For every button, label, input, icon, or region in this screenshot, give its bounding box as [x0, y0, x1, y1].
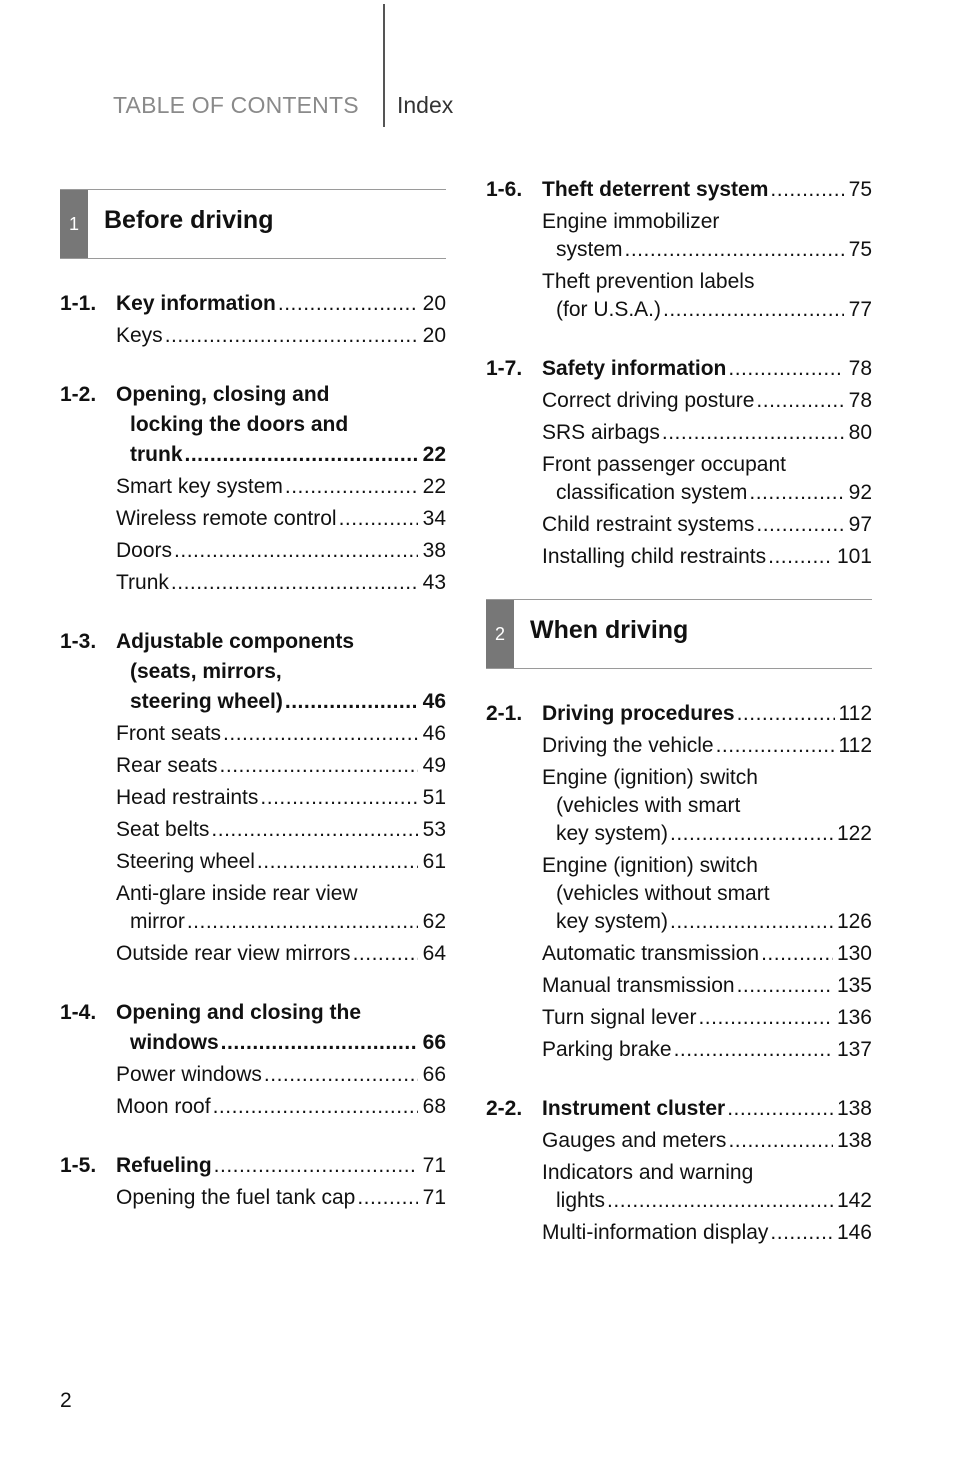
- entry-label: Turn signal lever: [542, 1006, 697, 1029]
- toc-entry[interactable]: [542, 451, 872, 507]
- entry-label: Keys: [116, 324, 163, 347]
- toc-entry[interactable]: [542, 1036, 872, 1064]
- dot-leader: [185, 440, 419, 470]
- entry-label: lights: [556, 1189, 606, 1212]
- entry-page: 68: [422, 1095, 446, 1118]
- entry-line: [116, 1184, 446, 1212]
- entry-label: key system): [556, 910, 669, 933]
- section-page: 46: [422, 690, 446, 713]
- entry-line: [542, 1219, 872, 1247]
- entry-label: Child restraint systems: [542, 513, 755, 536]
- entry-list: [486, 732, 872, 1064]
- entry-line: [116, 1061, 446, 1089]
- dot-leader: [165, 322, 418, 350]
- dot-leader: [625, 236, 844, 264]
- section-number: 1-3.: [60, 630, 97, 653]
- entry-label: Driving the vehicle: [542, 734, 714, 757]
- dot-leader: [221, 1028, 418, 1058]
- chapter-number: 2: [486, 600, 514, 668]
- entry-line: [542, 972, 872, 1000]
- entry-label: Moon roof: [116, 1095, 211, 1118]
- entry-label: Power windows: [116, 1063, 262, 1086]
- dot-leader: [187, 908, 418, 936]
- entry-page: 62: [422, 910, 446, 933]
- dot-leader: [756, 511, 844, 539]
- entry-page: 75: [848, 238, 872, 261]
- entry-page: 92: [848, 481, 872, 504]
- entry-line: [542, 479, 872, 507]
- section-title: Safety information: [542, 357, 727, 380]
- entry-page: 34: [422, 507, 446, 530]
- dot-leader: [339, 505, 418, 533]
- entry-label: Theft prevention labels: [542, 270, 755, 293]
- toc-entry[interactable]: [542, 1159, 872, 1215]
- section-page: 22: [422, 443, 446, 466]
- entry-line: [116, 752, 446, 780]
- section-heading[interactable]: [60, 380, 446, 410]
- entry-line: [542, 419, 872, 447]
- dot-leader: [716, 732, 835, 760]
- entry-page: 66: [422, 1063, 446, 1086]
- section-heading[interactable]: [60, 1151, 446, 1181]
- dot-leader: [260, 784, 418, 812]
- entry-page: 22: [422, 475, 446, 498]
- entry-label: (vehicles with smart: [556, 794, 741, 817]
- entry-line: [542, 732, 872, 760]
- entry-label: Head restraints: [116, 786, 259, 809]
- section-page: 112: [838, 702, 872, 725]
- toc-entry[interactable]: [542, 764, 872, 848]
- index-link[interactable]: Index: [397, 92, 454, 118]
- toc-entry[interactable]: [116, 322, 446, 350]
- chapter-number: 1: [60, 190, 88, 258]
- entry-page: 130: [836, 942, 872, 965]
- entry-page: 136: [836, 1006, 872, 1029]
- entry-label: Gauges and meters: [542, 1129, 727, 1152]
- toc-section: [486, 1094, 872, 1247]
- section-number: 1-5.: [60, 1154, 97, 1177]
- entry-page: 80: [848, 421, 872, 444]
- entry-label: mirror: [130, 910, 185, 933]
- entry-line: [542, 543, 872, 571]
- toc-section: [60, 380, 446, 597]
- section-title-continued: trunk: [130, 443, 183, 466]
- entry-label: Installing child restraints: [542, 545, 767, 568]
- section-title: Theft deterrent system: [542, 178, 769, 201]
- dot-leader: [756, 387, 844, 415]
- entry-label: Front passenger occupant: [542, 453, 786, 476]
- section-page: 78: [848, 357, 872, 380]
- dot-leader: [670, 820, 833, 848]
- section-title: Key information: [116, 292, 276, 315]
- chapter-header-2: [486, 599, 872, 669]
- toc-entry[interactable]: [116, 1184, 446, 1212]
- section-heading[interactable]: [60, 998, 446, 1028]
- chapter-title[interactable]: When driving: [530, 616, 689, 644]
- entry-label: Steering wheel: [116, 850, 255, 873]
- entry-line: [116, 720, 446, 748]
- dot-leader: [285, 687, 418, 717]
- section-page: 138: [836, 1097, 872, 1120]
- toc-section: [486, 175, 872, 324]
- dot-leader: [770, 1219, 833, 1247]
- entry-line: [542, 1127, 872, 1155]
- section-heading[interactable]: [486, 699, 872, 729]
- dot-leader: [662, 419, 844, 447]
- dot-leader: [214, 1151, 418, 1181]
- dot-leader: [663, 296, 844, 324]
- entry-label: (for U.S.A.): [556, 298, 662, 321]
- section-heading-continued[interactable]: [60, 1028, 446, 1058]
- dot-leader: [749, 479, 844, 507]
- dot-leader: [285, 473, 418, 501]
- entry-page: 20: [422, 324, 446, 347]
- entry-page: 101: [836, 545, 872, 568]
- entry-line: [116, 816, 446, 844]
- entry-page: 46: [422, 722, 446, 745]
- entry-label: Parking brake: [542, 1038, 672, 1061]
- dot-leader: [761, 940, 833, 968]
- dot-leader: [698, 1004, 832, 1032]
- entry-label: SRS airbags: [542, 421, 660, 444]
- dot-leader: [223, 720, 418, 748]
- toc-section: [60, 998, 446, 1121]
- toc-entry[interactable]: [542, 940, 872, 968]
- entry-label: Engine (ignition) switch: [542, 766, 758, 789]
- section-number: 1-7.: [486, 357, 523, 380]
- section-heading[interactable]: [486, 1094, 872, 1124]
- chapter-title[interactable]: Before driving: [104, 206, 274, 234]
- dot-leader: [264, 1061, 418, 1089]
- entry-label: key system): [556, 822, 669, 845]
- toc-entry[interactable]: [116, 569, 446, 597]
- entry-line: [116, 908, 446, 936]
- entry-label: Indicators and warning: [542, 1161, 754, 1184]
- entry-line: [116, 569, 446, 597]
- entry-list: [486, 387, 872, 571]
- entry-list: [486, 1127, 872, 1247]
- dot-leader: [211, 816, 418, 844]
- entry-label: classification system: [556, 481, 748, 504]
- table-of-contents-link[interactable]: TABLE OF CONTENTS: [113, 92, 359, 118]
- entry-page: 142: [836, 1189, 872, 1212]
- section-title: Adjustable components: [116, 630, 355, 653]
- section-heading[interactable]: [60, 627, 446, 657]
- toc-entry[interactable]: [116, 1093, 446, 1121]
- entry-line: [116, 1093, 446, 1121]
- entry-line: [116, 322, 446, 350]
- entry-label: Trunk: [116, 571, 169, 594]
- header-divider: [383, 4, 385, 127]
- entry-label: Anti-glare inside rear view: [116, 882, 358, 905]
- section-number: 2-1.: [486, 702, 523, 725]
- entry-line: [542, 296, 872, 324]
- toc-entry[interactable]: [542, 732, 872, 760]
- entry-page: 126: [836, 910, 872, 933]
- left-column: [60, 189, 446, 1216]
- entry-line: [542, 387, 872, 415]
- toc-section: [60, 1151, 446, 1212]
- entry-page: 137: [836, 1038, 872, 1061]
- entry-page: 61: [422, 850, 446, 873]
- dot-leader: [674, 1036, 833, 1064]
- entry-line: [542, 1036, 872, 1064]
- toc-entry[interactable]: [116, 940, 446, 968]
- dot-leader: [220, 752, 418, 780]
- toc-entry[interactable]: [542, 208, 872, 264]
- entry-label: Front seats: [116, 722, 222, 745]
- entry-line: [542, 820, 872, 848]
- entry-line: [116, 537, 446, 565]
- entry-page: 38: [422, 539, 446, 562]
- entry-label: system: [556, 238, 623, 261]
- entry-label: Engine immobilizer: [542, 210, 720, 233]
- dot-leader: [257, 848, 418, 876]
- toc-section: [60, 289, 446, 350]
- dot-leader: [728, 1127, 833, 1155]
- dot-leader: [357, 1184, 418, 1212]
- toc-entry[interactable]: [542, 972, 872, 1000]
- toc-entry[interactable]: [542, 511, 872, 539]
- entry-list: [60, 1061, 446, 1121]
- entry-page: 122: [836, 822, 872, 845]
- entry-page: 71: [422, 1186, 446, 1209]
- entry-list: [60, 473, 446, 597]
- section-heading[interactable]: [486, 354, 872, 384]
- entry-label: Seat belts: [116, 818, 210, 841]
- toc-entry[interactable]: [116, 537, 446, 565]
- entry-label: (vehicles without smart: [556, 882, 770, 905]
- entry-line: [116, 473, 446, 501]
- toc-entry[interactable]: [116, 880, 446, 936]
- entry-page: 43: [422, 571, 446, 594]
- toc-entry[interactable]: [116, 473, 446, 501]
- dot-leader: [670, 908, 833, 936]
- entry-page: 146: [836, 1221, 872, 1244]
- section-heading[interactable]: [486, 175, 872, 205]
- section-list: [60, 289, 446, 1212]
- entry-label: Rear seats: [116, 754, 218, 777]
- toc-entry[interactable]: [116, 752, 446, 780]
- toc-entry[interactable]: [542, 419, 872, 447]
- entry-page: 64: [422, 942, 446, 965]
- dot-leader: [171, 569, 418, 597]
- section-title-continued: steering wheel): [130, 690, 283, 713]
- entry-page: 97: [848, 513, 872, 536]
- entry-page: 78: [848, 389, 872, 412]
- section-number: 2-2.: [486, 1097, 523, 1120]
- entry-page: 138: [836, 1129, 872, 1152]
- toc-entry[interactable]: [542, 852, 872, 936]
- entry-label: Opening the fuel tank cap: [116, 1186, 356, 1209]
- entry-label: Correct driving posture: [542, 389, 755, 412]
- entry-label: Engine (ignition) switch: [542, 854, 758, 877]
- entry-line: [116, 784, 446, 812]
- section-number: 1-4.: [60, 1001, 97, 1024]
- entry-page: 77: [848, 298, 872, 321]
- entry-page: 53: [422, 818, 446, 841]
- section-page: 75: [848, 178, 872, 201]
- section-page: 71: [422, 1154, 446, 1177]
- entry-label: Manual transmission: [542, 974, 735, 997]
- entry-line: [542, 1004, 872, 1032]
- section-heading-continued[interactable]: [60, 440, 446, 470]
- dot-leader: [727, 1094, 833, 1124]
- entry-line: [116, 848, 446, 876]
- dot-leader: [768, 543, 833, 571]
- entry-line: [542, 908, 872, 936]
- toc-entry[interactable]: [542, 387, 872, 415]
- toc-entry[interactable]: [116, 720, 446, 748]
- toc-entry[interactable]: [116, 784, 446, 812]
- section-title: Opening and closing the: [116, 1001, 362, 1024]
- dot-leader: [174, 537, 418, 565]
- toc-entry[interactable]: [542, 1127, 872, 1155]
- entry-list: [60, 1184, 446, 1212]
- section-list: [486, 699, 872, 1247]
- entry-line: [116, 940, 446, 968]
- toc-entry[interactable]: [542, 1219, 872, 1247]
- dot-leader: [353, 940, 418, 968]
- entry-label: Wireless remote control: [116, 507, 337, 530]
- dot-leader: [607, 1187, 833, 1215]
- section-page: 66: [422, 1031, 446, 1054]
- chapter-header-1: [60, 189, 446, 259]
- entry-label: Multi-information display: [542, 1221, 769, 1244]
- entry-label: Automatic transmission: [542, 942, 760, 965]
- entry-label: Outside rear view mirrors: [116, 942, 351, 965]
- toc-section: [486, 699, 872, 1064]
- section-title: Opening, closing and: [116, 383, 330, 406]
- entry-page: 112: [838, 734, 872, 757]
- dot-leader: [278, 289, 418, 319]
- entry-page: 51: [422, 786, 446, 809]
- section-list: [486, 175, 872, 571]
- right-column: [486, 175, 872, 1251]
- section-heading-continued[interactable]: [60, 687, 446, 717]
- toc-entry[interactable]: [542, 543, 872, 571]
- section-title-continued: (seats, mirrors,: [130, 660, 282, 683]
- section-page: 20: [422, 292, 446, 315]
- page-number: 2: [60, 1389, 72, 1412]
- entry-line: [116, 505, 446, 533]
- entry-line: [542, 236, 872, 264]
- section-title: Instrument cluster: [542, 1097, 726, 1120]
- dot-leader: [213, 1093, 418, 1121]
- section-number: 1-1.: [60, 292, 97, 315]
- toc-entry[interactable]: [116, 848, 446, 876]
- entry-line: [542, 940, 872, 968]
- toc-entry[interactable]: [116, 816, 446, 844]
- section-title-continued: locking the doors and: [130, 413, 349, 436]
- entry-label: Smart key system: [116, 475, 283, 498]
- toc-section: [486, 354, 872, 571]
- dot-leader: [737, 972, 833, 1000]
- entry-page: 49: [422, 754, 446, 777]
- section-number: 1-6.: [486, 178, 523, 201]
- dot-leader: [728, 354, 844, 384]
- entry-list: [486, 208, 872, 324]
- section-title-continued: windows: [130, 1031, 219, 1054]
- section-title: Refueling: [116, 1154, 212, 1177]
- dot-leader: [737, 699, 835, 729]
- toc-entry[interactable]: [542, 268, 872, 324]
- entry-page: 135: [836, 974, 872, 997]
- section-number: 1-2.: [60, 383, 97, 406]
- entry-line: [542, 1187, 872, 1215]
- toc-entry[interactable]: [116, 1061, 446, 1089]
- entry-line: [542, 511, 872, 539]
- entry-list: [60, 720, 446, 968]
- toc-entry[interactable]: [116, 505, 446, 533]
- entry-list: [60, 322, 446, 350]
- dot-leader: [770, 175, 844, 205]
- toc-section: [60, 627, 446, 968]
- section-title: Driving procedures: [542, 702, 735, 725]
- entry-label: Doors: [116, 539, 173, 562]
- toc-entry[interactable]: [542, 1004, 872, 1032]
- section-heading[interactable]: [60, 289, 446, 319]
